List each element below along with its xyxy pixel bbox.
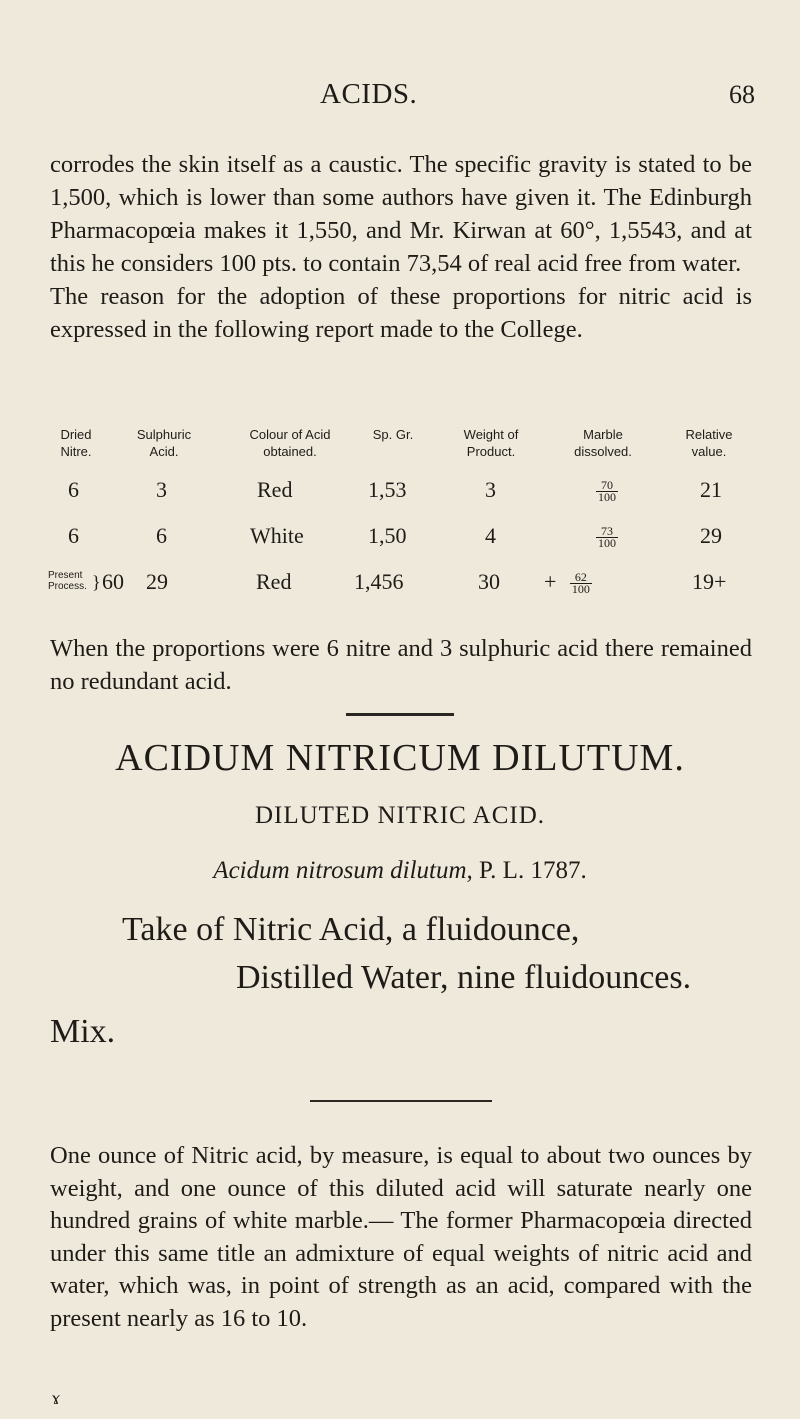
row1-sulphuric: 3	[156, 477, 167, 502]
row2-marble-num: 73	[596, 526, 618, 538]
header-sp-gr: Sp. Gr.	[372, 427, 414, 442]
row2-spgr: 1,50	[368, 523, 407, 548]
paragraph-report-intro-text: The reason for the adoption of these proportions for nitric acid is expressed in the following report made to the College.	[50, 283, 752, 343]
row1-marble-fraction	[596, 480, 618, 503]
running-head	[0, 78, 800, 118]
row2-nitre: 6	[68, 523, 79, 548]
row3-value: 19+	[692, 569, 727, 594]
report-table	[50, 426, 760, 616]
paragraph-proportions: When the proportions were 6 nitre and 3 sulphuric acid there remained no redundant acid.	[50, 635, 752, 695]
recipe-line-3: Mix.	[50, 1013, 116, 1050]
signature-mark: ɤ	[52, 1388, 60, 1408]
header-relative-value: Relative value.	[685, 427, 733, 459]
row2-sulphuric: 6	[156, 523, 167, 548]
section-title: ACIDUM NITRICUM DILUTUM.	[115, 737, 685, 779]
row1-marble-num: 70	[596, 480, 618, 492]
row1-marble-den: 100	[598, 490, 616, 505]
recipe-line-2: Distilled Water, nine fluidounces.	[236, 959, 692, 996]
page-number: 68	[729, 80, 755, 109]
row3-colour: Red	[256, 569, 292, 594]
row2-marble	[596, 522, 618, 550]
row3-marble-num: 62	[570, 572, 592, 584]
paragraph-diluted-acid: One ounce of Nitric acid, by measure, is equal to about two ounces by weight, and one ounce of this diluted acid will saturate nearly one hundred grains of white marble.— The former Pharmacopœia directed under this same title an admixture of equal weights of nitric acid and water, which was, in point of strength as an acid, compared with the present nearly as 16 to 10.	[50, 1142, 752, 1332]
header-marble-dissolved: Marble dissolved.	[574, 427, 632, 459]
latin-name: Acidum nitrosum dilutum,	[213, 857, 473, 884]
row3-label-present-process: Present Process.	[48, 570, 87, 592]
header-sulphuric-acid: Sulphuric Acid.	[136, 427, 192, 459]
paragraph-report-intro	[50, 280, 752, 346]
paragraph-specific-gravity: corrodes the skin itself as a caustic. The specific gravity is stated to be 1,500, which is lower than some authors have given it. The Edinburgh Pharmacopœia makes it 1,550, and Mr. Kirwan at 60°, 1,5543, and at this he considers 100 pts. to contain 73,54 of real acid free from water.	[50, 151, 752, 277]
row3-spgr: 1,456	[354, 569, 404, 594]
row1-colour: Red	[257, 477, 293, 502]
section-divider-top	[346, 713, 454, 716]
row3-weight: 30	[478, 569, 500, 594]
row2-colour: White	[250, 523, 304, 548]
row1-weight: 3	[485, 477, 496, 502]
section-subtitle: DILUTED NITRIC ACID.	[254, 802, 546, 829]
latin-name-line	[0, 857, 800, 885]
row3-marble-fraction	[570, 572, 592, 595]
row3-nitre: 60	[102, 569, 124, 594]
recipe-line-1: Take of Nitric Acid, a fluidounce,	[122, 911, 580, 948]
row1-spgr: 1,53	[368, 477, 407, 502]
row3-marble-den: 100	[571, 582, 590, 597]
row3-sulphuric: 29	[146, 569, 168, 594]
latin-source: P. L. 1787.	[472, 857, 587, 884]
header-weight-of-product: Weight of Product.	[463, 427, 519, 459]
row1-value: 21	[700, 477, 722, 502]
header-dried-nitre: Dried Nitre.	[60, 427, 92, 459]
row2-marble-den: 100	[598, 536, 616, 551]
row2-value: 29	[700, 523, 722, 548]
section-divider-bottom	[310, 1100, 492, 1102]
row2-weight: 4	[485, 523, 496, 548]
row3-marble	[544, 568, 592, 596]
header-colour-of-acid: Colour of Acid obtained.	[249, 427, 331, 459]
running-title: ACIDS.	[320, 78, 418, 110]
row1-nitre: 6	[68, 477, 79, 502]
row3-marble-prefix: +	[544, 569, 557, 594]
row2-marble-fraction	[596, 526, 618, 549]
row1-marble	[596, 476, 618, 504]
row3-brace: }	[92, 572, 101, 592]
